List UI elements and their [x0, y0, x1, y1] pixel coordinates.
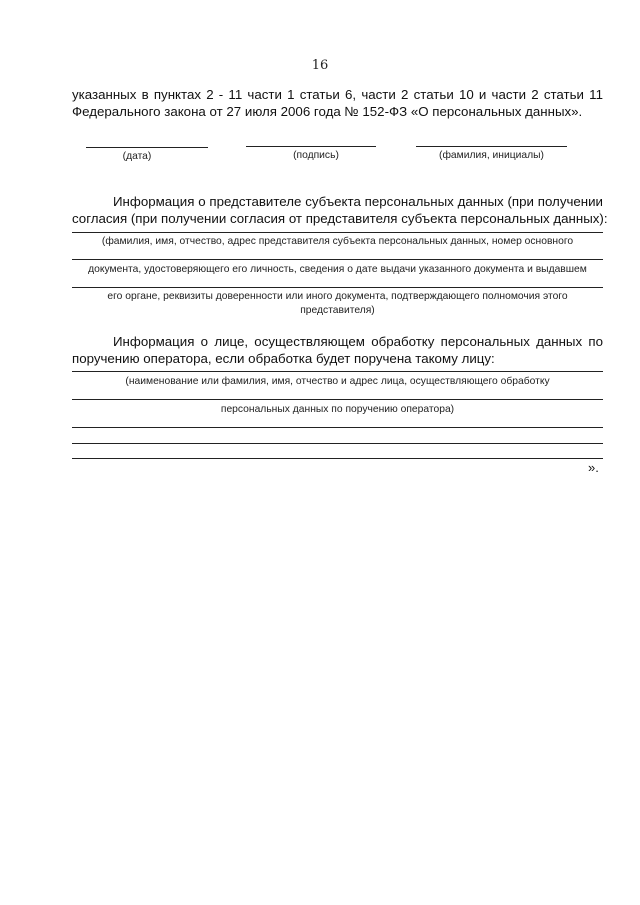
- page-number: 16: [311, 58, 329, 73]
- representative-heading: [72, 193, 608, 227]
- representative-input-line-2: [72, 259, 603, 260]
- signature-line: [246, 146, 376, 147]
- intro-line-1: указанных в пунктах 2 - 11 части 1 статьи 6, части 2 статьи 10 и части 2 статьи 11: [72, 87, 603, 102]
- processor-caption-1: (наименование или фамилия, имя, отчество и адрес лица, осуществляющего обработку: [125, 376, 550, 387]
- processor-heading-line-2: поручению оператора, если обработка будет поручена такому лицу:: [72, 351, 495, 366]
- representative-heading-line-1: Информация о представителе субъекта персональных данных (при получении: [113, 194, 603, 209]
- representative-input-line-1: [72, 232, 603, 233]
- representative-caption-1: (фамилия, имя, отчество, адрес представителя субъекта персональных данных, номер основного: [101, 236, 574, 247]
- processor-input-line-3: [72, 427, 603, 428]
- processor-input-line-2: [72, 399, 603, 400]
- signature-caption: (подпись): [293, 150, 339, 161]
- processor-input-line-5: [72, 458, 603, 459]
- intro-paragraph: [72, 86, 603, 120]
- name-line: [416, 146, 567, 147]
- closing-quote: ».: [588, 460, 599, 475]
- representative-caption-2: документа, удостоверяющего его личность, сведения о дате выдачи указанного документа и выдавшем: [88, 264, 587, 275]
- processor-heading: [72, 333, 603, 367]
- representative-caption-3: его органе, реквизиты доверенности или иного документа, подтверждающего полномочия этого: [107, 291, 568, 302]
- representative-heading-line-2: согласия (при получении согласия от представителя субъекта персональных данных):: [72, 211, 608, 226]
- processor-input-line-4: [72, 443, 603, 444]
- intro-line-2: Федерального закона от 27 июля 2006 года № 152-ФЗ «О персональных данных».: [72, 104, 583, 119]
- processor-caption-2: персональных данных по поручению оператора): [220, 404, 455, 415]
- processor-input-line-1: [72, 371, 603, 372]
- representative-input-line-3: [72, 287, 603, 288]
- processor-heading-line-1: Информация о лице, осуществляющем обработку персональных данных по: [113, 334, 603, 349]
- date-caption: (дата): [122, 151, 152, 162]
- date-line: [86, 147, 208, 148]
- representative-caption-4: представителя): [300, 305, 375, 316]
- name-caption: (фамилия, инициалы): [439, 150, 544, 161]
